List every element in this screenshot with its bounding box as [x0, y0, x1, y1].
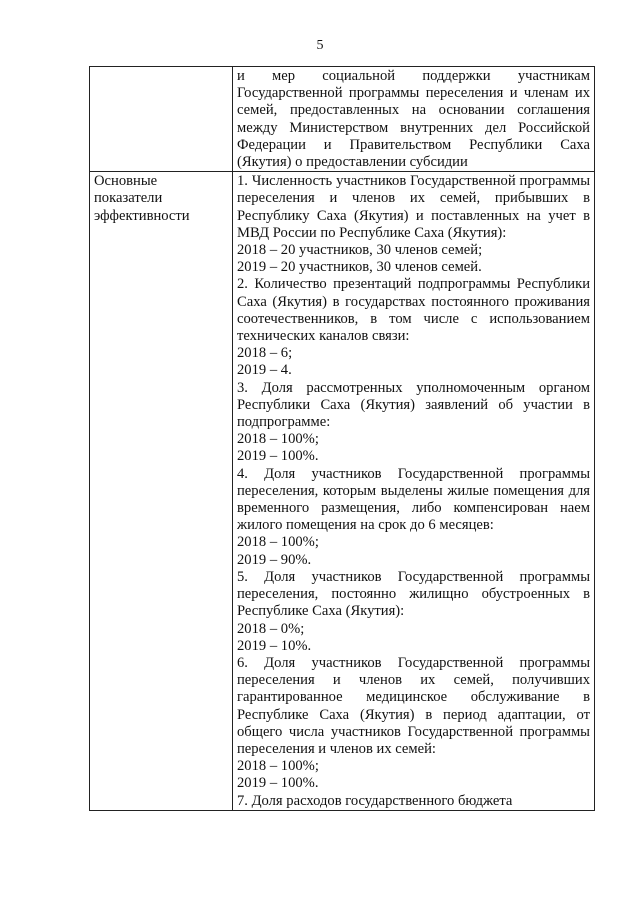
indicator-value: 2018 – 100%;: [237, 758, 319, 775]
indicator-value: 2019 – 90%.: [237, 551, 312, 568]
indicator-text: 6. Доля участников Государственной программы переселения и членов их семей, получивших гарантированное медицинское обслуживание в Республике Саха (Якутия) в период адаптации, от общего числа участников Государственной программы переселения и членов их семей:: [237, 654, 590, 757]
indicator-value: 2018 – 100%;: [237, 534, 319, 551]
indicator-value: 2018 – 0%;: [237, 620, 305, 637]
indicator-text: 7. Доля расходов государственного бюджета: [237, 792, 513, 809]
indicator-value: 2019 – 4.: [237, 362, 292, 379]
indicator-text: 2. Количество презентаций подпрограммы Республики Саха (Якутия) в государствах постоянного проживания соотечественников, в том числе с использованием технических каналов связи:: [237, 276, 590, 345]
indicator-text: 3. Доля рассмотренных уполномоченным органом Республики Саха (Якутия) заявлений об участии в подпрограмме:: [237, 379, 590, 431]
indicator-item: [237, 466, 590, 569]
row-label-cell: Основные показатели эффективности: [90, 172, 233, 811]
indicator-text: 1. Численность участников Государственной программы переселения и членов их семей, прибывших в Республику Саха (Якутия) и поставленных на учет в МВД России по Республике Саха (Якутия):: [237, 173, 590, 241]
indicator-item: [237, 655, 590, 793]
indicator-text: 4. Доля участников Государственной программы переселения, которым выделены жилые помещения для временного размещения, либо компенсирован наем жилого помещения на срок до 6 месяцев:: [237, 465, 590, 534]
indicator-item: [237, 380, 590, 466]
indicator-text: 5. Доля участников Государственной программы переселения, постоянно жилищно обустроенных в Республике Саха (Якутия):: [237, 568, 590, 620]
indicator-value: 2019 – 100%.: [237, 448, 319, 465]
indicators-cell: [233, 172, 595, 811]
subsidy-paragraph: и мер социальной поддержки участникам Государственной программы переселения и членам их семей, предоставленных на основании соглашения между Министерством внутренних дел Российской Федерации и Правительством Республики Саха (Якутия) о предоставлении субсидии: [237, 68, 590, 171]
indicator-value: 2018 – 100%;: [237, 431, 319, 448]
indicator-item: [237, 276, 590, 379]
table-row: [90, 67, 595, 172]
indicator-item: [237, 173, 590, 276]
page-number: 5: [316, 38, 324, 53]
indicator-value: 2018 – 20 участников, 30 членов семей;: [237, 242, 483, 259]
indicator-item: [237, 793, 590, 810]
indicator-item: [237, 569, 590, 655]
row-value-cell: [233, 67, 595, 172]
indicator-value: 2019 – 10%.: [237, 637, 312, 654]
indicator-value: 2018 – 6;: [237, 345, 293, 362]
row-label-cell: [90, 67, 233, 172]
indicator-value: 2019 – 100%.: [237, 775, 319, 792]
indicator-value: 2019 – 20 участников, 30 членов семей.: [237, 259, 482, 276]
program-passport-table: [89, 66, 595, 811]
table-row: [90, 172, 595, 811]
